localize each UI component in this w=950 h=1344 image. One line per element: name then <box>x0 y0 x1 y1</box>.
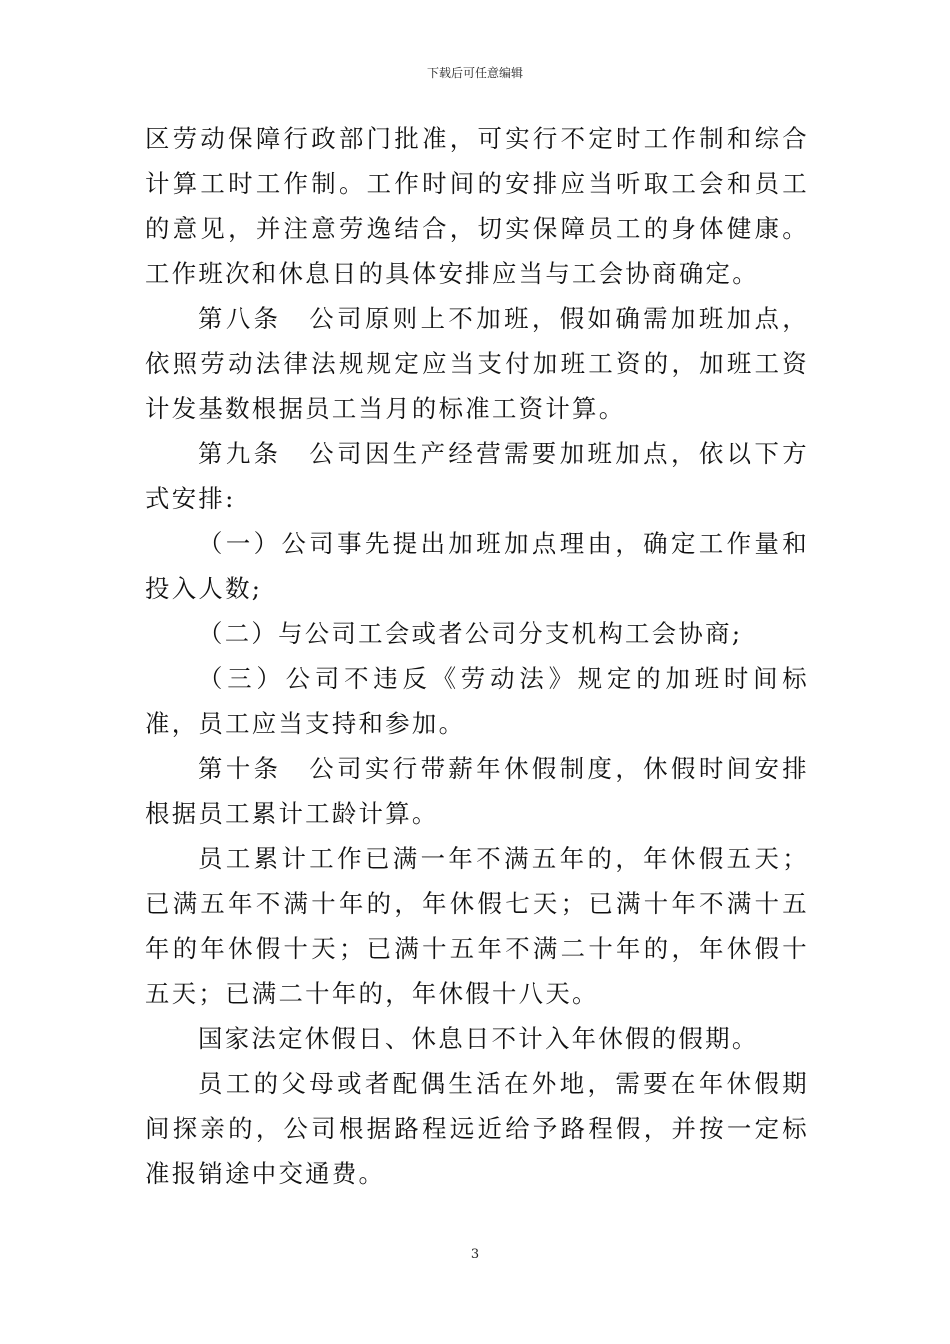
paragraph-holidays: 国家法定休假日、休息日不计入年休假的假期。 <box>198 1024 759 1053</box>
paragraph-article-9: 第九条 公司因生产经营需要加班加点，依以下方式安排: <box>145 439 809 513</box>
paragraph-article-10: 第十条 公司实行带薪年休假制度，休假时间安排根据员工累计工龄计算。 <box>145 754 809 828</box>
page-number: 3 <box>470 1247 480 1262</box>
page-header: 下载后可任意编辑 <box>426 66 523 80</box>
paragraph-item-3: （三）公司不违反《劳动法》规定的加班时间标准，员工应当支持和参加。 <box>145 664 809 738</box>
paragraph-continuation: 区劳动保障行政部门批准，可实行不定时工作制和综合计算工时工作制。工作时间的安排应当听取工会和员工的意见，并注意劳逸结合，切实保障员工的身体健康。工作班次和休息日的具体安排应当与工会协商确定。 <box>145 124 809 288</box>
paragraph-family-visit: 员工的父母或者配偶生活在外地，需要在年休假期间探亲的，公司根据路程远近给予路程假，并按一定标准报销途中交通费。 <box>145 1069 809 1188</box>
paragraph-article-8: 第八条 公司原则上不加班，假如确需加班加点，依照劳动法律法规规定应当支付加班工资的，加班工资计发基数根据员工当月的标准工资计算。 <box>145 304 809 423</box>
document-body <box>145 116 809 1196</box>
paragraph-leave-schedule: 员工累计工作已满一年不满五年的，年休假五天；已满五年不满十年的，年休假七天；已满十年不满十五年的年休假十天；已满十五年不满二十年的，年休假十五天；已满二十年的，年休假十八天。 <box>145 844 809 1008</box>
paragraph-item-2: （二）与公司工会或者公司分支机构工会协商; <box>198 619 743 648</box>
paragraph-item-1: （一）公司事先提出加班加点理由，确定工作量和投入人数; <box>145 529 809 603</box>
